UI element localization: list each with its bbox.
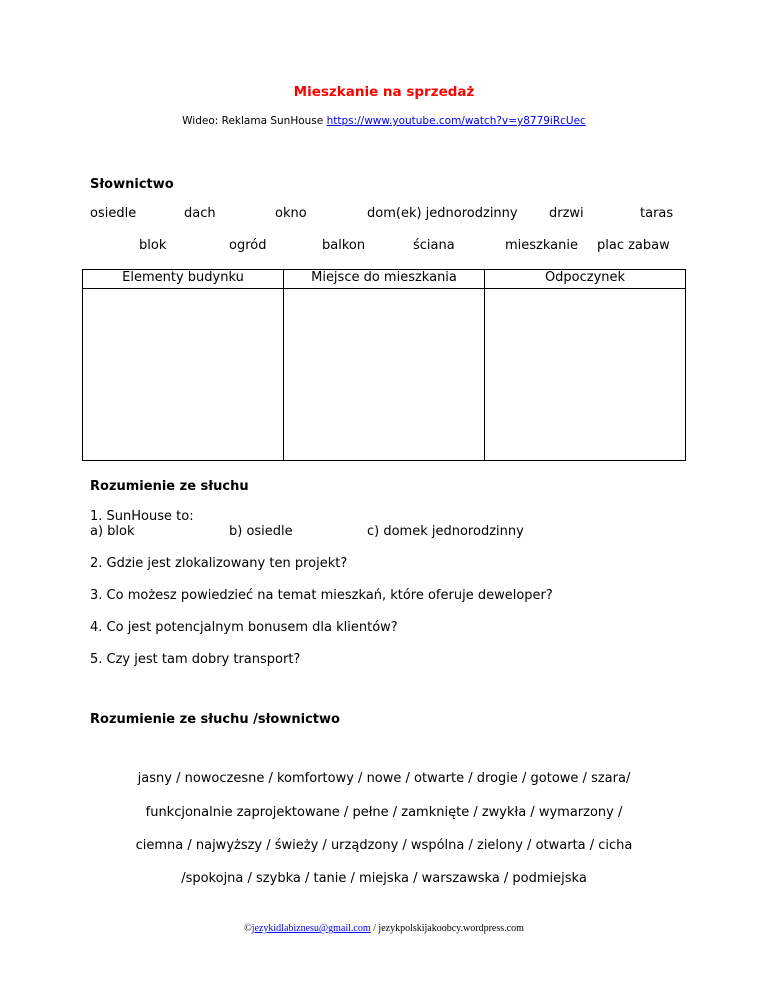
option-a: a) blok bbox=[90, 524, 135, 539]
vocab-heading: Słownictwo bbox=[90, 177, 174, 192]
answer-cell[interactable] bbox=[485, 289, 686, 461]
vocab-word: balkon bbox=[322, 238, 366, 253]
video-link[interactable]: https://www.youtube.com/watch?v=y8779iRcUec bbox=[326, 115, 586, 127]
option-c: c) domek jednorodzinny bbox=[367, 524, 524, 539]
vocab-word: mieszkanie bbox=[505, 238, 578, 253]
answer-cell[interactable] bbox=[83, 289, 284, 461]
listening-vocab-heading: Rozumienie ze słuchu /słownictwo bbox=[90, 712, 340, 727]
vocab-word: dom(ek) jednorodzinny bbox=[367, 206, 518, 221]
category-table bbox=[82, 269, 686, 461]
word-bank-line: ciemna / najwyższy / świeży / urządzony / wspólna / zielony / otwarta / cicha bbox=[135, 838, 633, 853]
table-header: Odpoczynek bbox=[485, 270, 686, 289]
vocab-word: ściana bbox=[413, 238, 455, 253]
vocab-word: taras bbox=[640, 206, 674, 221]
vocab-word: dach bbox=[184, 206, 216, 221]
listening-heading: Rozumienie ze słuchu bbox=[90, 479, 249, 494]
vocab-word: okno bbox=[275, 206, 307, 221]
footer bbox=[0, 923, 768, 934]
question-4: 4. Co jest potencjalnym bonusem dla klientów? bbox=[90, 620, 398, 635]
question-1: 1. SunHouse to: bbox=[90, 509, 194, 524]
table-header: Elementy budynku bbox=[83, 270, 284, 289]
answer-cell[interactable] bbox=[284, 289, 485, 461]
vocab-word: blok bbox=[139, 238, 167, 253]
vocab-word: plac zabaw bbox=[597, 238, 670, 253]
video-label: Wideo: Reklama SunHouse bbox=[182, 115, 327, 127]
word-bank-line: /spokojna / szybka / tanie / miejska / warszawska / podmiejska bbox=[181, 871, 587, 886]
copyright-sign: © bbox=[244, 923, 252, 934]
vocab-word: osiedle bbox=[90, 206, 137, 221]
word-bank-line: jasny / nowoczesne / komfortowy / nowe / otwarte / drogie / gotowe / szara/ bbox=[137, 771, 631, 786]
word-bank-line: funkcjonalnie zaprojektowane / pełne / zamknięte / zwykła / wymarzony / bbox=[145, 805, 623, 820]
option-b: b) osiedle bbox=[229, 524, 293, 539]
footer-email-link[interactable]: jezykidlabiznesu@gmail.com bbox=[251, 923, 371, 934]
video-line bbox=[0, 115, 768, 127]
vocab-word: ogród bbox=[229, 238, 267, 253]
footer-site: / jezykpolskijakoobcy.wordpress.com bbox=[370, 923, 524, 934]
question-2: 2. Gdzie jest zlokalizowany ten projekt? bbox=[90, 556, 348, 571]
question-5: 5. Czy jest tam dobry transport? bbox=[90, 652, 301, 667]
page-title: Mieszkanie na sprzedaż bbox=[293, 84, 475, 100]
table-header: Miejsce do mieszkania bbox=[284, 270, 485, 289]
vocab-word: drzwi bbox=[549, 206, 584, 221]
question-3: 3. Co możesz powiedzieć na temat mieszkań, które oferuje deweloper? bbox=[90, 588, 553, 603]
